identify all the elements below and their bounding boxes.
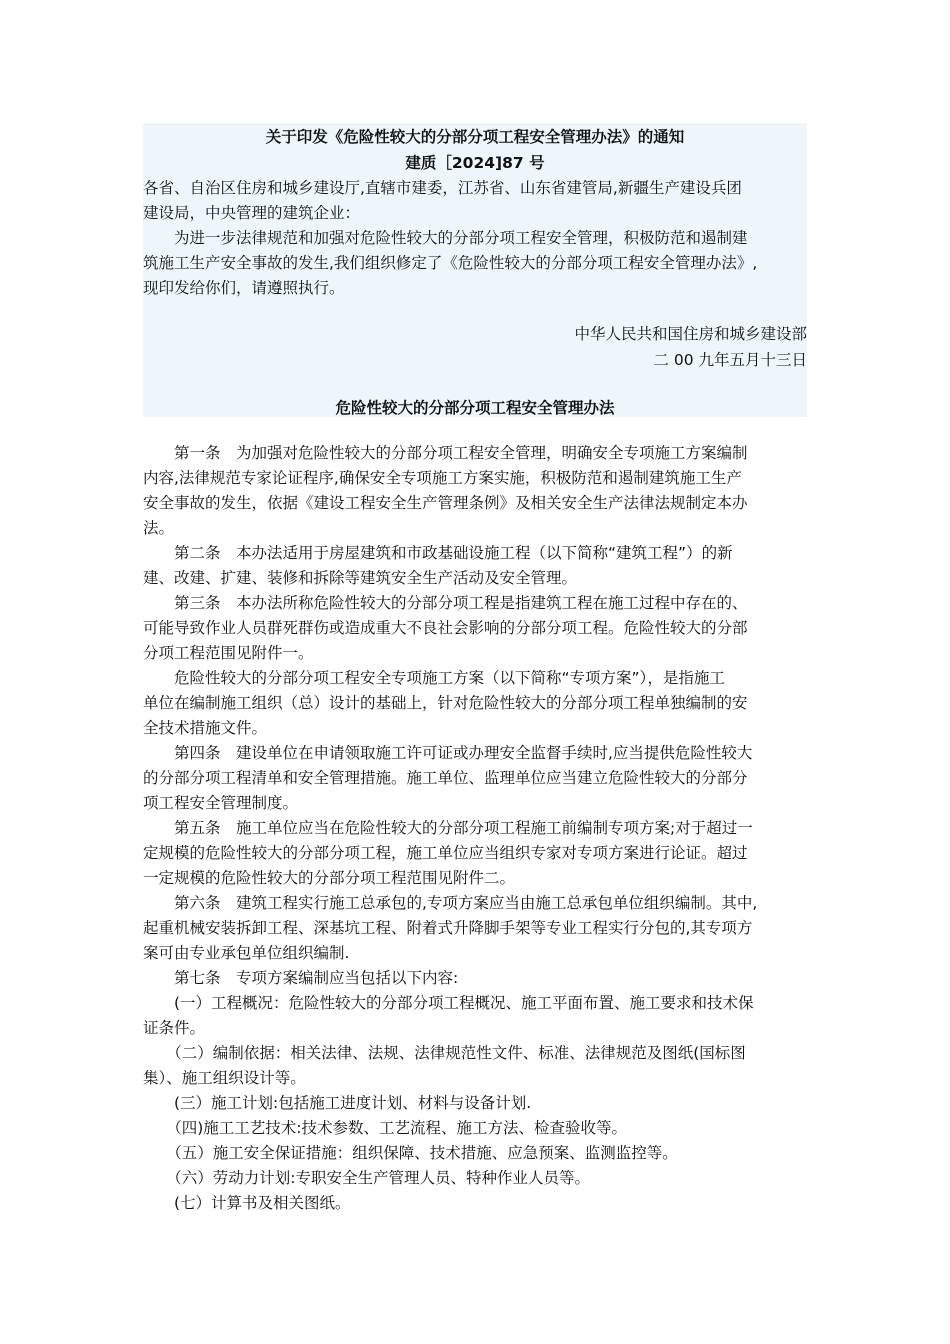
- article-line: 案可由专业承包单位组织编制.: [143, 944, 350, 962]
- article-line: 定规模的危险性较大的分部分项工程，施工单位应当组织专家对专项方案进行论证。超过: [143, 844, 748, 862]
- list-item: （六）劳动力计划:专职安全生产管理人员、特种作业人员等。: [143, 1169, 590, 1187]
- notice-title: 关于印发《危险性较大的分部分项工程安全管理办法》的通知: [265, 128, 685, 146]
- list-item: （二）编制依据：相关法律、法规、法律规范性文件、标准、法律规范及图纸(国标图: [143, 1044, 746, 1062]
- article-line: 一定规模的危险性较大的分部分项工程范围见附件二。: [143, 869, 516, 887]
- article-line: 建、改建、扩建、装修和拆除等建筑安全生产活动及安全管理。: [143, 569, 578, 587]
- list-item: (三）施工计划:包括施工进度计划、材料与设备计划.: [143, 1094, 532, 1112]
- article-line: 法。: [143, 519, 175, 537]
- list-item: (七）计算书及相关图纸。: [143, 1194, 351, 1212]
- article-line: 起重机械安装拆卸工程、深基坑工程、附着式升降脚手架等专业工程实行分包的,其专项方: [143, 919, 753, 937]
- notice-body-line: 为进一步法律规范和加强对危险性较大的分部分项工程安全管理，积极防范和遏制建: [143, 229, 748, 247]
- article-line: 分项工程范围见附件一。: [143, 644, 314, 662]
- list-item: （四)施工工艺技术:技术参数、工艺流程、施工方法、检查验收等。: [143, 1119, 628, 1137]
- list-item: （五）施工安全保证措施：组织保障、技术措施、应急预案、监测监控等。: [143, 1144, 678, 1162]
- list-item: 集）、施工组织设计等。: [143, 1069, 306, 1087]
- article-line: 全技术措施文件。: [143, 719, 268, 737]
- list-item: 证条件。: [143, 1019, 206, 1037]
- article-line: 第四条 建设单位在申请领取施工许可证或办理安全监督手续时,应当提供危险性较大: [143, 744, 753, 762]
- regulation-title: 危险性较大的分部分项工程安全管理办法: [335, 399, 615, 417]
- article-line: 第五条 施工单位应当在危险性较大的分部分项工程施工前编制专项方案;对于超过一: [143, 819, 753, 837]
- article-line: 单位在编制施工组织（总）设计的基础上，针对危险性较大的分部分项工程单独编制的安: [143, 694, 748, 712]
- issuer: 中华人民共和国住房和城乡建设部: [574, 325, 807, 343]
- article-line: 内容,法律规范专家论证程序,确保安全专项施工方案实施，积极防范和遏制建筑施工生产: [143, 469, 742, 487]
- article-line: 安全事故的发生，依据《建设工程安全生产管理条例》及相关安全生产法律法规制定本办: [143, 494, 748, 512]
- notice-body-line: 筑施工生产安全事故的发生,我们组织修定了《危险性较大的分部分项工程安全管理办法》,: [143, 254, 758, 272]
- notice-body-line: 现印发给你们，请遵照执行。: [143, 279, 345, 297]
- document-number: 建质［2024]87 号: [405, 154, 545, 172]
- issue-date: 二 00 九年五月十三日: [653, 351, 807, 369]
- article-line: 危险性较大的分部分项工程安全专项施工方案（以下简称“专项方案”），是指施工: [143, 669, 725, 687]
- recipients-line: 建设局，中央管理的建筑企业：: [143, 204, 361, 222]
- article-line: 第二条 本办法适用于房屋建筑和市政基础设施工程（以下简称“建筑工程”）的新: [143, 544, 733, 562]
- article-line: 第七条 专项方案编制应当包括以下内容:: [143, 969, 459, 987]
- article-line: 第三条 本办法所称危险性较大的分部分项工程是指建筑工程在施工过程中存在的、: [143, 594, 748, 612]
- list-item: (一）工程概况：危险性较大的分部分项工程概况、施工平面布置、施工要求和技术保: [143, 994, 754, 1012]
- article-line: 项工程安全管理制度。: [143, 794, 299, 812]
- article-line: 的分部分项工程清单和安全管理措施。施工单位、监理单位应当建立危险性较大的分部分: [143, 769, 748, 787]
- article-line: 第六条 建筑工程实行施工总承包的,专项方案应当由施工总承包单位组织编制。其中,: [143, 894, 758, 912]
- article-line: 第一条 为加强对危险性较大的分部分项工程安全管理，明确安全专项施工方案编制: [143, 444, 748, 462]
- recipients-line: 各省、自治区住房和城乡建设厅,直辖市建委，江苏省、山东省建管局,新疆生产建设兵团: [143, 179, 742, 197]
- article-line: 可能导致作业人员群死群伤或造成重大不良社会影响的分部分项工程。危险性较大的分部: [143, 619, 748, 637]
